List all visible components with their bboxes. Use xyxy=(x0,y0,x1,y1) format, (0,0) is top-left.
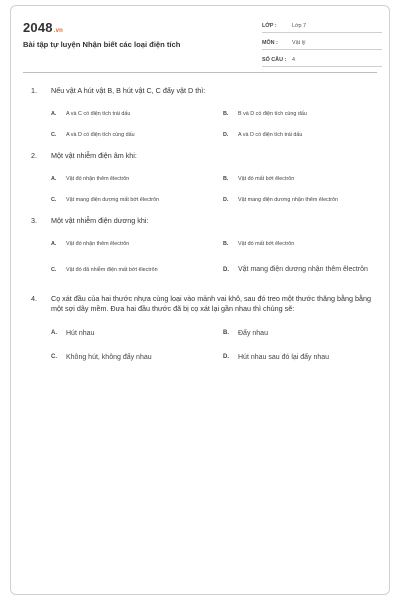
option-letter: D. xyxy=(223,132,229,138)
option-text: Đẩy nhau xyxy=(238,329,268,337)
option-text: Hút nhau xyxy=(66,329,95,337)
option-text: Vật mang điện dương mất bớt êlectrôn xyxy=(66,197,160,203)
question-text xyxy=(31,294,375,314)
meta-label: LỚP : xyxy=(262,22,277,29)
question-number: 2. xyxy=(31,151,37,160)
option-letter: B. xyxy=(223,330,229,336)
option-c[interactable] xyxy=(51,256,223,284)
worksheet-page xyxy=(10,5,390,595)
option-text: Vật mang điện dương nhận thêm êlectrôn xyxy=(238,197,339,203)
header-divider xyxy=(23,72,377,73)
logo-suffix: .vn xyxy=(53,28,64,34)
option-text: Vật đó mất bớt êlectrôn xyxy=(238,176,295,182)
meta-label: MÔN : xyxy=(262,39,278,46)
option-letter: A. xyxy=(51,241,57,247)
option-a[interactable] xyxy=(51,108,223,120)
option-grid xyxy=(51,326,375,364)
question-text xyxy=(31,216,375,226)
option-letter: A. xyxy=(51,111,57,117)
option-d[interactable] xyxy=(223,194,393,206)
meta-value: Vật lý xyxy=(292,39,306,46)
option-letter: D. xyxy=(223,354,229,360)
option-grid xyxy=(51,108,375,141)
option-d[interactable] xyxy=(223,350,393,364)
meta-row-subject xyxy=(262,36,382,50)
option-text: Không hút, không đẩy nhau xyxy=(66,353,152,361)
option-b[interactable] xyxy=(223,326,393,340)
question-text xyxy=(31,86,375,96)
option-a[interactable] xyxy=(51,173,223,185)
question-list xyxy=(31,86,375,364)
option-grid xyxy=(51,173,375,206)
option-letter: A. xyxy=(51,176,57,182)
option-c[interactable] xyxy=(51,129,223,141)
question-number: 1. xyxy=(31,86,37,95)
option-letter: D. xyxy=(223,197,229,203)
option-c[interactable] xyxy=(51,194,223,206)
question-3 xyxy=(31,216,375,284)
meta-value: Lớp 7 xyxy=(292,22,307,29)
option-letter: C. xyxy=(51,267,57,273)
option-letter: D. xyxy=(223,267,229,273)
option-letter: B. xyxy=(223,111,229,117)
option-text: Vật đó nhận thêm êlectrôn xyxy=(66,176,130,182)
question-body: Nếu vật A hút vật B, B hút vật C, C đẩy vật D thì: xyxy=(51,86,206,95)
question-body: Một vật nhiễm điện dương khi: xyxy=(51,216,149,225)
option-text: A và C có điện tích trái dấu xyxy=(66,111,131,117)
option-text: Vật đó đã nhiễm điện mất bớt êlectrôn xyxy=(66,267,158,273)
question-1 xyxy=(31,86,375,141)
worksheet-title: Bài tập tự luyện Nhận biết các loại điện tích xyxy=(23,40,181,49)
question-body: Một vật nhiễm điện âm khi: xyxy=(51,151,137,160)
option-text: Vật đó mất bớt êlectrôn xyxy=(238,241,295,247)
option-letter: A. xyxy=(51,330,57,336)
option-letter: C. xyxy=(51,132,57,138)
option-letter: C. xyxy=(51,354,57,360)
logo-main: 2048 xyxy=(23,20,53,35)
option-text: Vật mang điện dương nhận thêm êlectrôn xyxy=(238,266,368,273)
worksheet-meta xyxy=(262,19,382,70)
meta-row-count xyxy=(262,53,382,67)
option-text: Vật đó nhận thêm êlectrôn xyxy=(66,241,130,247)
option-a[interactable] xyxy=(51,238,223,250)
option-text: A và D có điện tích trái dấu xyxy=(238,132,303,138)
question-number: 3. xyxy=(31,216,37,225)
site-logo[interactable] xyxy=(23,20,63,35)
option-a[interactable] xyxy=(51,326,223,340)
option-text: Hút nhau sau đó lại đẩy nhau xyxy=(238,353,330,361)
option-grid xyxy=(51,238,375,284)
option-b[interactable] xyxy=(223,238,393,250)
option-d[interactable] xyxy=(223,256,393,284)
meta-label: SỐ CÂU : xyxy=(262,56,287,63)
option-text: B và D có điện tích cùng dấu xyxy=(238,111,307,117)
question-text xyxy=(31,151,375,161)
option-letter: B. xyxy=(223,241,229,247)
option-d[interactable] xyxy=(223,129,393,141)
option-letter: C. xyxy=(51,197,57,203)
option-c[interactable] xyxy=(51,350,223,364)
option-b[interactable] xyxy=(223,108,393,120)
worksheet-header xyxy=(11,6,389,68)
meta-row-class xyxy=(262,19,382,33)
question-2 xyxy=(31,151,375,206)
question-4 xyxy=(31,294,375,364)
question-number: 4. xyxy=(31,294,37,303)
question-body: Cọ xát đầu của hai thước nhựa cùng loại vào mảnh vai khô, sau đó treo một thước thăng bằng bằng một sợi dây mềm. Đưa hai đầu thước đã bị cọ xát lại gần nhau thì chúng sẽ: xyxy=(51,294,371,313)
option-b[interactable] xyxy=(223,173,393,185)
option-letter: B. xyxy=(223,176,229,182)
meta-value: 4 xyxy=(292,56,295,63)
option-text: A và D có điện tích cùng dấu xyxy=(66,132,135,138)
